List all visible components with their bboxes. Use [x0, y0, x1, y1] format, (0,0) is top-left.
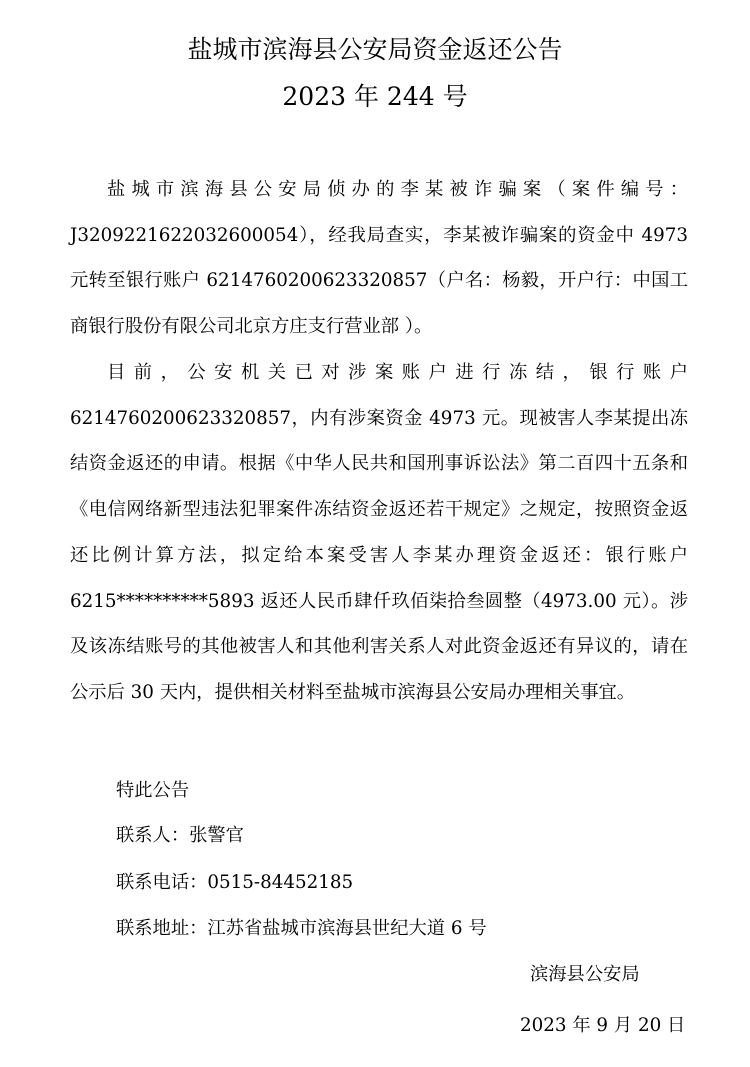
contact-phone: 联系电话：0515-84452185 — [116, 872, 354, 893]
notice-closing: 特此公告 — [116, 780, 190, 801]
paragraph-refund-details: 目前，公安机关已对涉案账户进行冻结，银行账户 6214760200623320857，内有涉案资金 4973 元。现被害人李某提出冻结资金返还的申请。根据《中华人民共和国刑事诉讼法》第二百四十五条和《电信网络新型违法犯罪案件冻结资金返还若干规定》之规定，按照资金返还比例计算方法，拟定给本案受害人李某办理资金返还：银行账户 6215**********5893 返还人民币肆仟玖佰柒拾叁圆整（4973.00 元）。涉及该冻结账号的其他被害人和其他利害关系人对此资金返还有异议的，请在公示后 30 天内，提供相关材料至盐城市滨海县公安局办理相关事宜。 — [70, 362, 688, 703]
issue-date: 2023 年 9 月 20 日 — [520, 1015, 686, 1036]
issuer-name: 滨海县公安局 — [530, 964, 640, 985]
notice-title: 盐城市滨海县公安局资金返还公告 — [187, 35, 563, 64]
contact-person: 联系人：张警官 — [116, 825, 244, 846]
contact-address: 联系地址：江苏省盐城市滨海县世纪大道 6 号 — [116, 918, 487, 939]
paragraph-case-summary: 盐城市滨海县公安局侦办的李某被诈骗案（案件编号：J3209221622032600054），经我局查实，李某被诈骗案的资金中 4973 元转至银行账户 6214760200623320857（户名：杨毅，开户行：中国工商银行股份有限公司北京方庄支行营业部 ）。 — [70, 179, 688, 338]
notice-number: 2023 年 244 号 — [282, 82, 468, 111]
